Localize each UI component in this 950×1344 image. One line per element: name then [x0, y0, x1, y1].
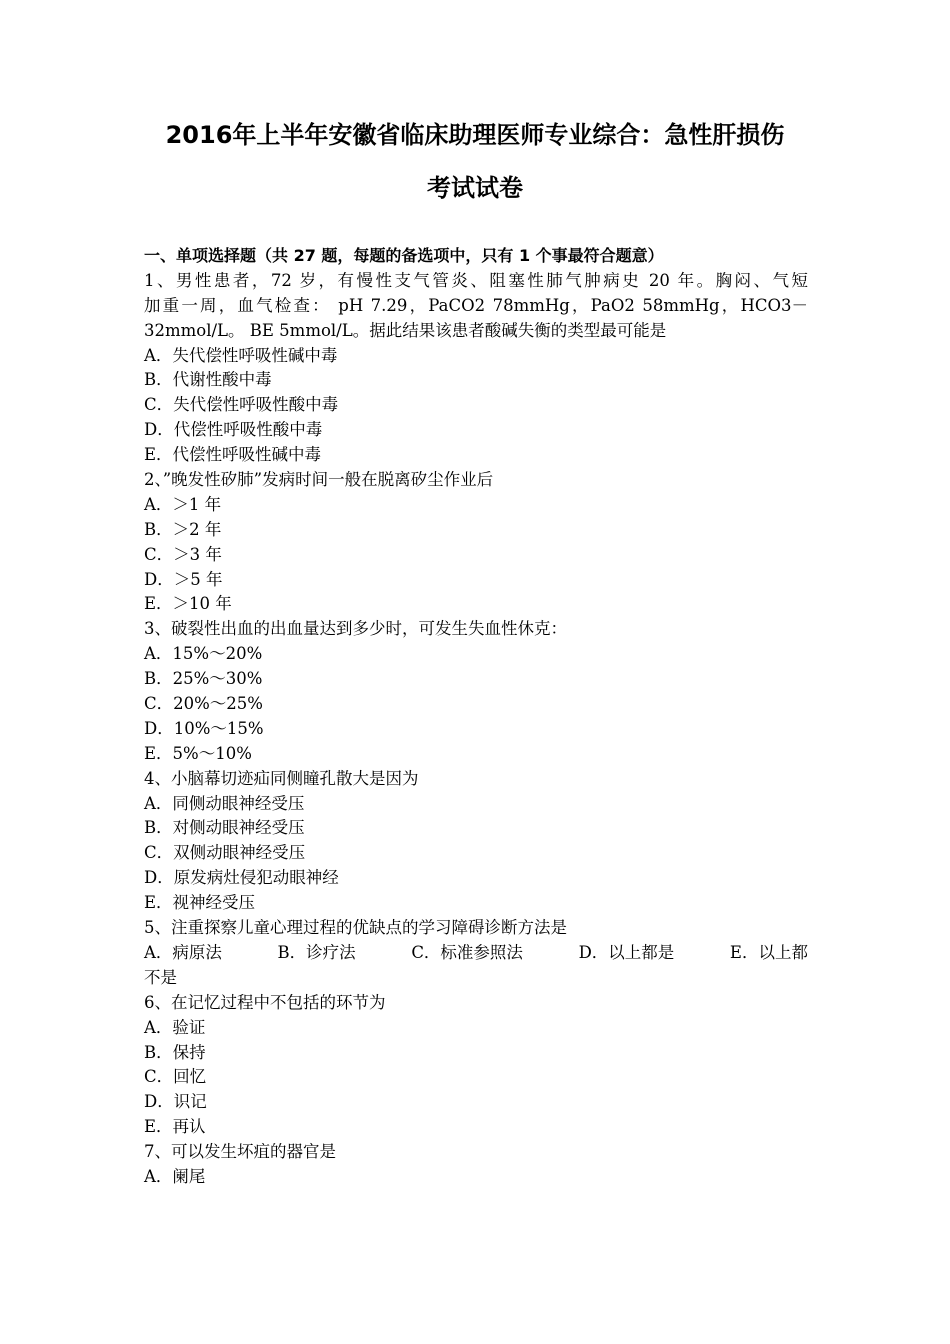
answer-option: B．保持	[144, 1042, 206, 1062]
answer-option: E．＞10 年	[144, 594, 232, 614]
answer-option: C．回忆	[144, 1067, 207, 1087]
question-stem: 7、可以发生坏疽的器官是	[144, 1142, 336, 1162]
answer-option: C．失代偿性呼吸性酸中毒	[144, 395, 339, 415]
answer-option: D．识记	[144, 1092, 207, 1112]
answer-option: A．阑尾	[144, 1166, 206, 1186]
answer-option: D．以上都是	[578, 942, 675, 962]
answer-option: E．代偿性呼吸性碱中毒	[144, 445, 322, 465]
answer-option: D．原发病灶侵犯动眼神经	[144, 868, 339, 888]
answer-option: C．标准参照法	[411, 942, 523, 962]
question-stem: 5、注重探察儿童心理过程的优缺点的学习障碍诊断方法是	[144, 918, 567, 938]
document-body	[144, 244, 808, 1190]
question-7	[144, 1140, 808, 1190]
question-stem: 3、破裂性出血的出血量达到多少时，可发生失血性休克：	[144, 619, 567, 639]
section-heading: 一、单项选择题（共 27 题，每题的备选项中，只有 1 个事最符合题意）	[144, 246, 664, 265]
question-4	[144, 767, 808, 916]
answer-option: B．代谢性酸中毒	[144, 370, 272, 390]
document-title-line-1: 2016年上半年安徽省临床助理医师专业综合：急性肝损伤	[165, 121, 785, 149]
question-3	[144, 617, 808, 766]
question-stem: 32mmol/L。 BE 5mmol/L。据此结果该患者酸碱失衡的类型最可能是	[144, 320, 667, 340]
question-2	[144, 468, 808, 617]
question-1	[144, 269, 808, 468]
question-stem: 6、在记忆过程中不包括的环节为	[144, 992, 386, 1012]
question-stem: 1、男性患者，72 岁，有慢性支气管炎、阻塞性肺气肿病史 20 年。胸闷、气短	[144, 270, 808, 290]
answer-option: B．诊疗法	[277, 942, 356, 962]
answer-option: D．＞5 年	[144, 569, 223, 589]
answer-option: A．15%～20%	[144, 644, 263, 664]
answer-option: E．视神经受压	[144, 893, 256, 913]
question-6	[144, 991, 808, 1140]
document-title-line-2: 考试试卷	[427, 174, 523, 202]
answer-option: B．＞2 年	[144, 519, 222, 539]
answer-option: A．失代偿性呼吸性碱中毒	[144, 345, 338, 365]
answer-option: B．25%～30%	[144, 669, 263, 689]
inline-options-row	[144, 941, 808, 966]
answer-option: E．再认	[144, 1117, 206, 1137]
answer-option-continuation: 不是	[144, 967, 177, 987]
answer-option: D．10%～15%	[144, 718, 264, 738]
answer-option: E．以上都	[729, 942, 808, 962]
answer-option: A．病原法	[144, 942, 222, 962]
answer-option: B．对侧动眼神经受压	[144, 818, 305, 838]
question-stem: 4、小脑幕切迹疝同侧瞳孔散大是因为	[144, 768, 419, 788]
question-stem: 2、”晚发性矽肺”发病时间一般在脱离矽尘作业后	[144, 470, 494, 490]
answer-option: C．双侧动眼神经受压	[144, 843, 306, 863]
answer-option: C．20%～25%	[144, 694, 263, 714]
question-stem: 加重一周，血气检查： pH 7.29，PaCO2 78mmHg，PaO2 58mmHg，HCO3－	[144, 295, 808, 315]
answer-option: E．5%～10%	[144, 743, 252, 763]
answer-option: A．验证	[144, 1017, 206, 1037]
answer-option: D．代偿性呼吸性酸中毒	[144, 420, 323, 440]
answer-option: A．同侧动眼神经受压	[144, 793, 305, 813]
question-5	[144, 916, 808, 991]
answer-option: A．＞1 年	[144, 494, 222, 514]
answer-option: C．＞3 年	[144, 544, 222, 564]
